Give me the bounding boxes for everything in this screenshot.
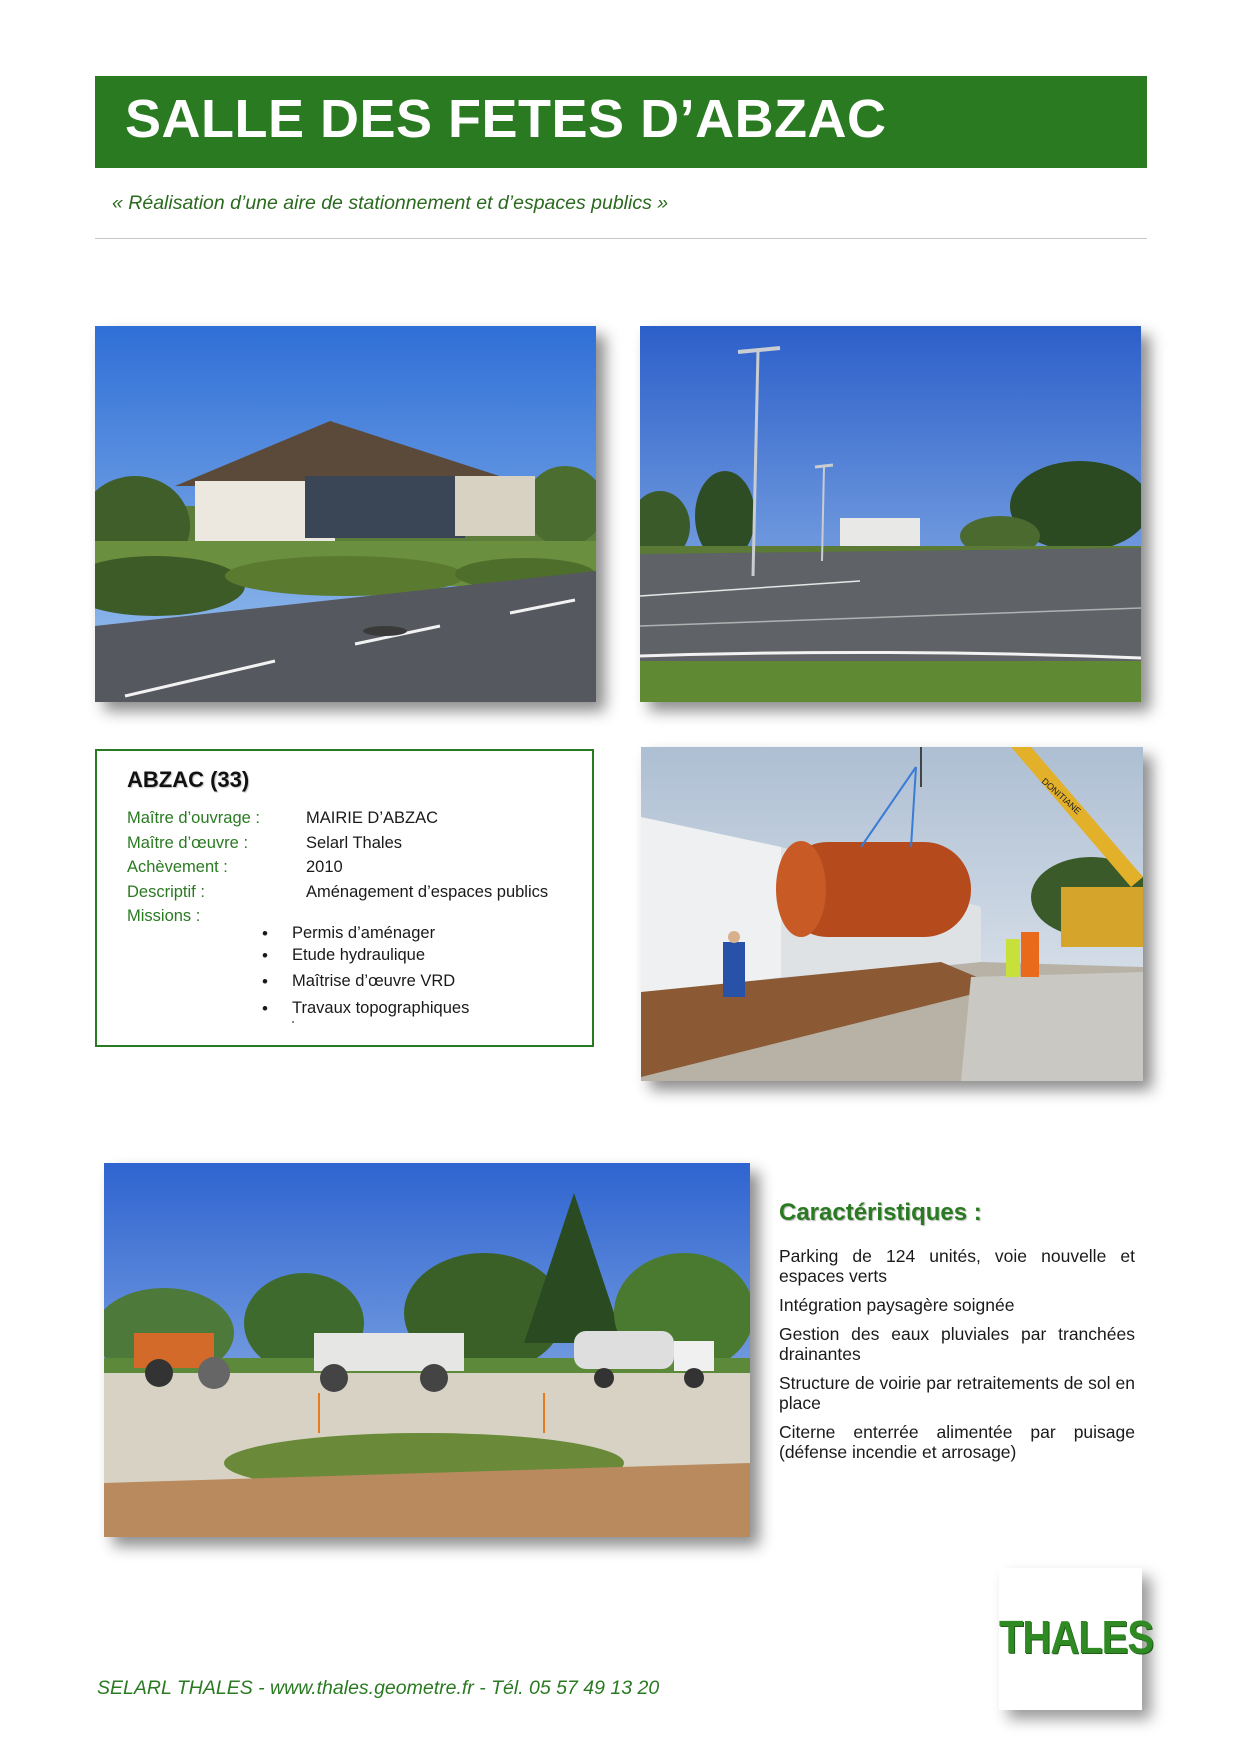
info-label: Missions : — [127, 907, 201, 925]
project-location: ABZAC (33) — [127, 767, 250, 792]
crane-label: DONITIANE — [1039, 776, 1083, 817]
info-label: Maître d’œuvre : — [127, 834, 249, 852]
header-divider — [95, 238, 1147, 239]
list-item: Gestion des eaux pluviales par tranchées drainantes — [779, 1324, 1135, 1364]
caracteristiques-heading: Caractéristiques : — [779, 1199, 982, 1226]
thales-logo — [999, 1568, 1153, 1710]
info-label: Maître d’ouvrage : — [127, 809, 260, 827]
list-item: Citerne enterrée alimentée par puisage (défense incendie et arrosage) — [779, 1422, 1135, 1462]
stray-dot — [292, 1021, 294, 1023]
project-info-box — [95, 749, 594, 1047]
list-item: Intégration paysagère soignée — [779, 1295, 1015, 1315]
footer-contact: SELARL THALES - www.thales.geometre.fr - Tél. 05 57 49 13 20 — [97, 1677, 660, 1699]
photo-travaux-voirie — [104, 1163, 750, 1537]
logo-text: THALES — [999, 1612, 1153, 1664]
info-value: 2010 — [306, 858, 343, 876]
list-item: Structure de voirie par retraitements de sol en place — [779, 1373, 1135, 1413]
page-title: SALLE DES FETES D’ABZAC — [125, 89, 887, 149]
list-item: • Etude hydraulique — [292, 946, 469, 965]
info-label: Descriptif : — [127, 883, 205, 901]
caracteristiques-list — [779, 1246, 1135, 1471]
list-item: • Maîtrise d’œuvre VRD — [292, 972, 469, 991]
photo-parking — [640, 326, 1141, 702]
photo-salle-des-fetes — [95, 326, 596, 702]
info-value: MAIRIE D’ABZAC — [306, 809, 439, 827]
info-value: Selarl Thales — [306, 834, 402, 852]
list-item: • Permis d’aménager — [292, 924, 469, 943]
photo-citerne-installation — [641, 747, 1143, 1081]
list-item: • Travaux topographiques — [292, 999, 469, 1018]
page-subtitle: « Réalisation d’une aire de stationnement et d’espaces publics » — [112, 192, 669, 214]
info-label: Achèvement : — [127, 858, 228, 876]
info-value: Aménagement d’espaces publics — [306, 883, 549, 901]
title-banner — [95, 76, 1147, 168]
missions-list — [292, 924, 469, 1018]
list-item: Parking de 124 unités, voie nouvelle et espaces verts — [779, 1246, 1135, 1286]
